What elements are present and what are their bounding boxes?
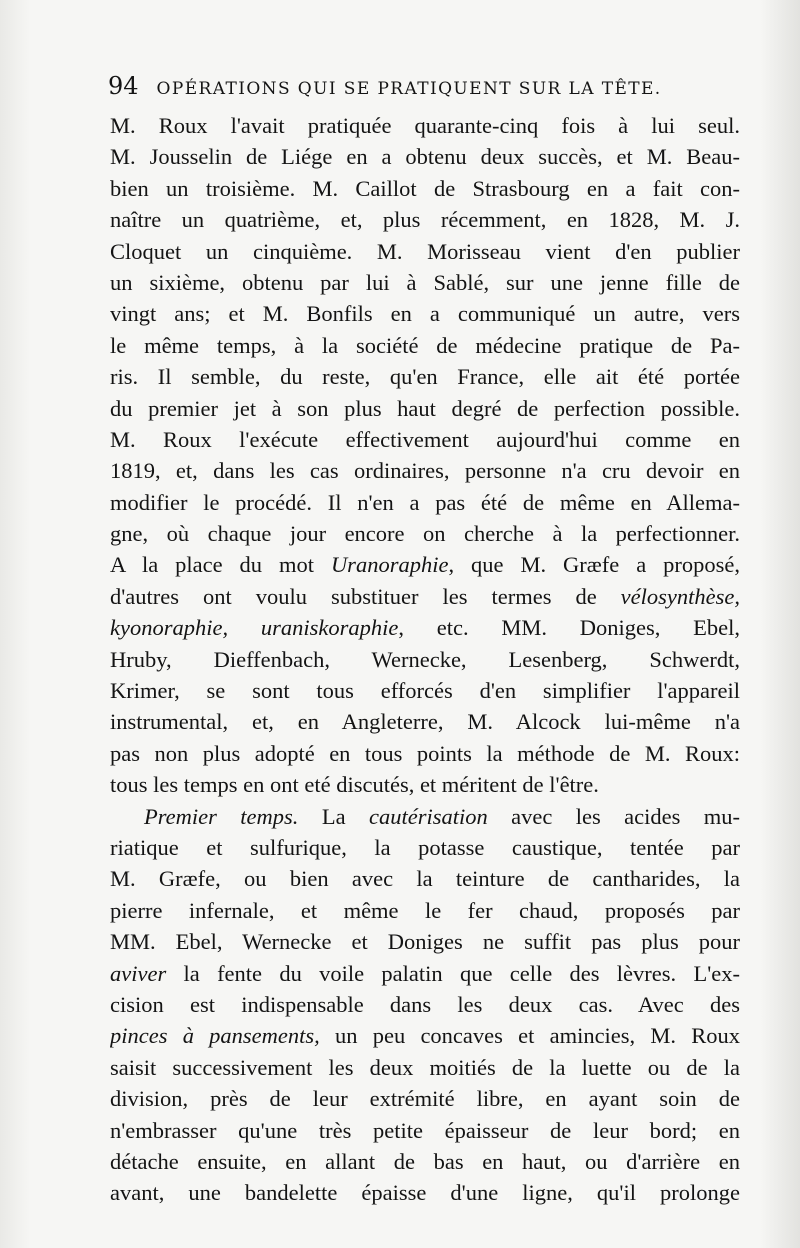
text-span: 1819, et, dans les cas ordinaires, personne n'a cru devoir en	[110, 458, 740, 484]
text-span: M. Roux l'avait pratiquée quarante-cinq fois à lui seul.	[110, 113, 740, 138]
text-span: la fente du voile palatin que celle des lèvres. L'ex-	[166, 960, 740, 986]
running-header	[108, 72, 744, 100]
text-line	[110, 518, 740, 549]
text-line	[110, 393, 740, 424]
text-line	[110, 801, 740, 832]
text-span: cision est indispensable dans les deux cas. Avec des	[110, 991, 740, 1017]
italic-span: kyonoraphie, uraniskoraphie	[110, 615, 399, 641]
text-span: Hruby, Dieffenbach, Wernecke, Lesenberg, Schwerdt,	[110, 646, 740, 672]
text-line	[110, 487, 740, 518]
text-line	[110, 706, 740, 737]
text-line	[110, 1020, 740, 1051]
text-span: pierre infernale, et même le fer chaud, proposés par	[110, 897, 740, 923]
text-span: bien un troisième. M. Caillot de Strasbourg en a fait con-	[110, 175, 740, 201]
text-line	[110, 958, 740, 989]
text-line	[110, 895, 740, 926]
text-span: avant, une bandelette épaisse d'une ligne, qu'il prolonge	[110, 1180, 740, 1206]
text-line	[110, 1083, 740, 1114]
text-span: M. Roux l'exécute effectivement aujourd'hui comme en	[110, 426, 740, 452]
text-line	[110, 141, 740, 172]
text-line	[110, 863, 740, 894]
italic-span: aviver	[110, 960, 167, 986]
text-line	[110, 612, 740, 643]
text-span: ris. Il semble, du reste, qu'en France, elle ait été portée	[110, 364, 740, 390]
text-line	[110, 769, 740, 800]
text-line	[110, 832, 740, 863]
text-span: , etc. MM. Doniges, Ebel,	[398, 615, 740, 641]
page-number: 94	[108, 72, 139, 100]
text-span: saisit successivement les deux moitiés de la luette ou de la	[110, 1054, 740, 1080]
text-span: un sixième, obtenu par lui à Sablé, sur une jenne fille de	[110, 269, 740, 295]
text-span: , que M. Græfe a proposé,	[448, 552, 740, 578]
text-line	[110, 361, 740, 392]
text-span: pas non plus adopté en tous points la méthode de M. Roux:	[110, 740, 740, 766]
italic-span: Uranoraphie	[330, 552, 449, 578]
text-span: avec les acides mu-	[487, 803, 740, 829]
text-line	[110, 989, 740, 1020]
text-span: instrumental, et, en Angleterre, M. Alcock lui-même n'a	[110, 709, 740, 735]
text-line	[110, 1177, 740, 1208]
body-text	[110, 110, 740, 1209]
italic-span: vélosynthèse,	[620, 583, 740, 609]
italic-span: pinces à pansements,	[110, 1023, 320, 1049]
text-line	[110, 204, 740, 235]
italic-span: cautérisation	[368, 803, 488, 829]
text-line	[110, 738, 740, 769]
text-line	[110, 267, 740, 298]
text-span: M. Græfe, ou bien avec la teinture de cantharides, la	[110, 866, 740, 892]
text-line	[110, 581, 740, 612]
text-span: MM. Ebel, Wernecke et Doniges ne suffit pas plus pour	[110, 929, 740, 955]
text-line	[110, 236, 740, 267]
text-line	[110, 455, 740, 486]
text-span: M. Jousselin de Liége en a obtenu deux succès, et M. Beau-	[110, 144, 740, 170]
text-span: modifier le procédé. Il n'en a pas été de même en Allema-	[110, 489, 740, 515]
text-span: le même temps, à la société de médecine pratique de Pa-	[110, 332, 740, 358]
text-span: un peu concaves et amincies, M. Roux	[319, 1023, 740, 1049]
text-span: Krimer, se sont tous efforcés d'en simplifier l'appareil	[110, 678, 740, 704]
text-span: d'autres ont voulu substituer les termes de	[110, 583, 621, 609]
text-span: naître un quatrième, et, plus récemment, en 1828, M. J.	[110, 207, 740, 233]
text-line	[110, 298, 740, 329]
text-span: détache ensuite, en allant de bas en haut, ou d'arrière en	[110, 1148, 740, 1174]
text-span: tous les temps en ont eté discutés, et méritent de l'être.	[110, 772, 599, 798]
text-line	[110, 1052, 740, 1083]
text-line	[110, 926, 740, 957]
text-line	[110, 1115, 740, 1146]
text-span: Cloquet un cinquième. M. Morisseau vient d'en publier	[110, 238, 740, 264]
italic-span: Premier temps.	[144, 803, 299, 829]
text-line	[110, 549, 740, 580]
text-span: La	[298, 803, 369, 829]
text-span: division, près de leur extrémité libre, en ayant soin de	[110, 1086, 740, 1112]
text-span: vingt ans; et M. Bonfils en a communiqué un autre, vers	[110, 301, 740, 327]
text-span: du premier jet à son plus haut degré de perfection possible.	[110, 395, 740, 421]
text-line	[110, 173, 740, 204]
text-line	[110, 424, 740, 455]
text-span: gne, où chaque jour encore on cherche à la perfectionner.	[110, 521, 740, 547]
text-line	[110, 1146, 740, 1177]
text-span: n'embrasser qu'une très petite épaisseur de leur bord; en	[110, 1117, 740, 1143]
text-span: A la place du mot	[110, 552, 331, 578]
text-line	[110, 110, 740, 141]
running-title: OPÉRATIONS QUI SE PRATIQUENT SUR LA TÊTE.	[156, 79, 662, 99]
text-line	[110, 330, 740, 361]
text-line	[110, 644, 740, 675]
text-span: riatique et sulfurique, la potasse caustique, tentée par	[110, 834, 740, 860]
text-line	[110, 675, 740, 706]
